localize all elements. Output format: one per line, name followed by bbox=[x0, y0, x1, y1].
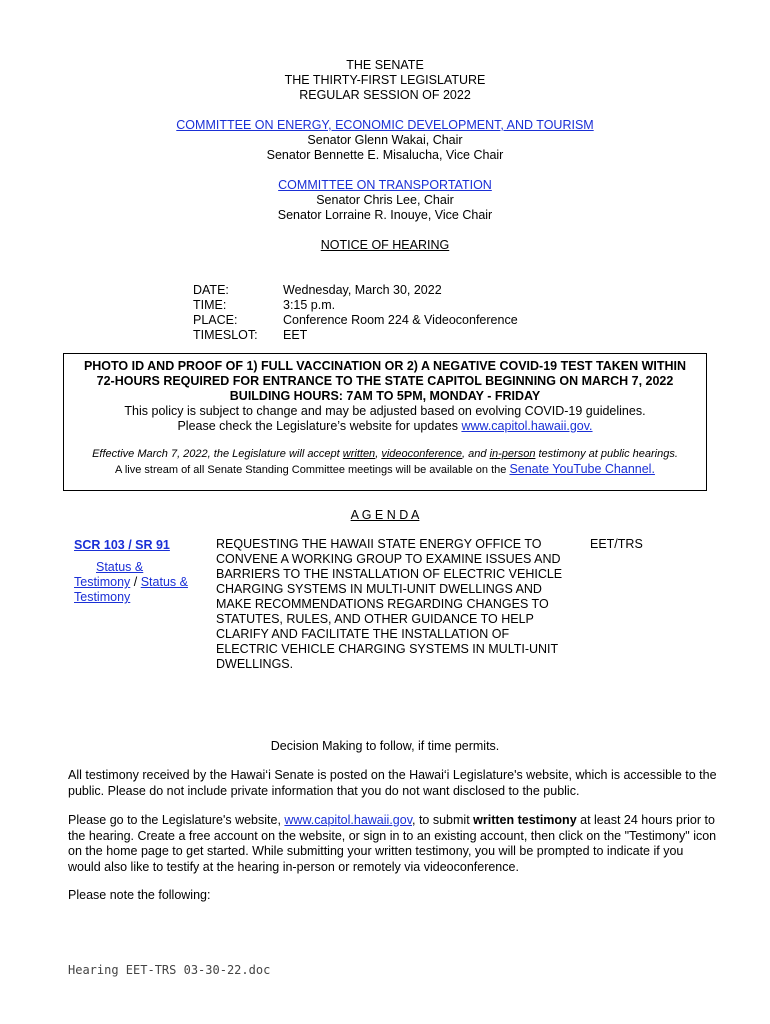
timeslot-label: TIMESLOT: bbox=[193, 328, 258, 342]
description-line: REQUESTING THE HAWAII STATE ENERGY OFFICE TO bbox=[216, 537, 542, 551]
time-value: 3:15 p.m. bbox=[283, 298, 336, 312]
check-updates-text: Please check the Legislature’s website for updates bbox=[177, 419, 462, 433]
policy-text: This policy is subject to change and may be adjusted based on evolving COVID-19 guidelines. bbox=[124, 404, 646, 418]
status-link-2[interactable]: Status & bbox=[140, 575, 188, 589]
agenda-heading bbox=[0, 508, 770, 523]
notice-bold-line-2: 72-HOURS REQUIRED FOR ENTRANCE TO THE STATE CAPITOL BEGINNING ON MARCH 7, 2022 bbox=[96, 374, 674, 388]
instructions-prefix: Please go to the Legislature's website, bbox=[68, 813, 285, 827]
place-label: PLACE: bbox=[193, 313, 238, 327]
capitol-website-link[interactable]: www.capitol.hawaii.gov. bbox=[461, 419, 593, 433]
covid-notice-box bbox=[63, 353, 707, 491]
testimony-instructions bbox=[68, 813, 718, 875]
date-label: DATE: bbox=[193, 283, 229, 297]
written-term: written bbox=[342, 448, 376, 460]
committee-transportation-vice-chair: Senator Lorraine R. Inouye, Vice Chair bbox=[277, 208, 493, 222]
instructions-mid: , to submit bbox=[412, 813, 474, 827]
senate-heading bbox=[0, 58, 770, 103]
time-label: TIME: bbox=[193, 298, 227, 312]
description-line: CONVENE A WORKING GROUP TO EXAMINE ISSUES AND bbox=[216, 552, 561, 566]
testimony-link-2[interactable]: Testimony bbox=[74, 590, 131, 604]
testimony-link-1[interactable]: Testimony bbox=[74, 575, 131, 589]
comma-text-1: , bbox=[375, 448, 382, 460]
committee-energy-link[interactable]: COMMITTEE ON ENERGY, ECONOMIC DEVELOPMENT, AND TOURISM bbox=[176, 118, 594, 132]
effective-suffix: testimony at public hearings. bbox=[535, 448, 678, 460]
live-stream-line bbox=[64, 462, 706, 478]
committee-transportation-chair: Senator Chris Lee, Chair bbox=[316, 193, 454, 207]
testimony-public-notice: All testimony received by the Hawai‘i Senate is posted on the Hawai‘i Legislature's website, which is accessible to the public. Please do not include private information that you do not want disclosed to the public. bbox=[68, 768, 717, 798]
decision-making-note: Decision Making to follow, if time permits. bbox=[270, 739, 500, 753]
capitol-website-link-2[interactable]: www.capitol.hawaii.gov bbox=[284, 813, 413, 827]
committee-energy-vice-chair: Senator Bennette E. Misalucha, Vice Chair bbox=[266, 148, 504, 162]
effective-line bbox=[64, 447, 706, 462]
measure-link[interactable]: SCR 103 / SR 91 bbox=[74, 538, 170, 552]
senate-youtube-link[interactable]: Senate YouTube Channel. bbox=[509, 462, 655, 476]
description-line: BARRIERS TO THE INSTALLATION OF ELECTRIC VEHICLE bbox=[216, 567, 563, 581]
measure-number bbox=[74, 538, 170, 553]
measure-status-links bbox=[74, 560, 204, 605]
videoconference-term: videoconference bbox=[381, 448, 463, 460]
description-line: ELECTRIC VEHICLE CHARGING SYSTEMS IN MULTI-UNIT bbox=[216, 642, 559, 656]
committee-transportation-block bbox=[0, 178, 770, 223]
check-updates-line bbox=[64, 419, 706, 434]
timeslot-value: EET bbox=[283, 328, 308, 342]
description-line: MAKE RECOMMENDATIONS REGARDING CHANGES TO bbox=[216, 597, 549, 611]
senate-title: THE SENATE bbox=[346, 58, 424, 72]
description-line: CLARIFY AND FACILITATE THE INSTALLATION OF bbox=[216, 627, 510, 641]
measure-description bbox=[216, 537, 586, 672]
description-line: STATUTES, RULES, AND OTHER GUIDANCE TO HELP bbox=[216, 612, 534, 626]
agenda-title: A G E N D A bbox=[350, 508, 420, 522]
notice-of-hearing-title: NOTICE OF HEARING bbox=[320, 238, 450, 252]
notice-bold-line-3: BUILDING HOURS: 7AM TO 5PM, MONDAY - FRIDAY bbox=[229, 389, 541, 403]
place-value: Conference Room 224 & Videoconference bbox=[283, 313, 518, 327]
committee-energy-chair: Senator Glenn Wakai, Chair bbox=[307, 133, 463, 147]
committee-referral: EET/TRS bbox=[590, 537, 643, 551]
legislature-title: THE THIRTY-FIRST LEGISLATURE bbox=[284, 73, 486, 87]
notice-heading bbox=[0, 238, 770, 253]
instructions-suffix: at least 24 hours prior to the hearing. Create a free account on the website, or sign in to an existing account, then click on the "Testimony" icon on the home page to get started. While submitting your written testimony, you will be prompted to indicate if you would also like to testify at the hearing in-person or remotely via videoconference. bbox=[68, 813, 717, 874]
notice-bold-line-1: PHOTO ID AND PROOF OF 1) FULL VACCINATION OR 2) A NEGATIVE COVID-19 TEST TAKEN WITHIN bbox=[83, 359, 687, 373]
written-testimony-emphasis: written testimony bbox=[473, 813, 577, 827]
committee-transportation-link[interactable]: COMMITTEE ON TRANSPORTATION bbox=[278, 178, 492, 192]
description-line: CHARGING SYSTEMS IN MULTI-UNIT DWELLINGS AND bbox=[216, 582, 542, 596]
live-stream-text: A live stream of all Senate Standing Committee meetings will be available on the bbox=[115, 464, 510, 476]
note-heading: Please note the following: bbox=[68, 888, 211, 902]
comma-text-2: , and bbox=[462, 448, 490, 460]
effective-text: Effective March 7, 2022, the Legislature will accept bbox=[92, 448, 343, 460]
status-link-1[interactable]: Status & bbox=[96, 560, 144, 574]
document-footer: Hearing EET-TRS 03-30-22.doc bbox=[68, 963, 271, 977]
committee-energy-block bbox=[0, 118, 770, 163]
description-line: DWELLINGS. bbox=[216, 657, 294, 671]
session-title: REGULAR SESSION OF 2022 bbox=[299, 88, 471, 102]
status-separator: / bbox=[130, 575, 141, 589]
date-value: Wednesday, March 30, 2022 bbox=[283, 283, 442, 297]
in-person-term: in-person bbox=[489, 448, 536, 460]
